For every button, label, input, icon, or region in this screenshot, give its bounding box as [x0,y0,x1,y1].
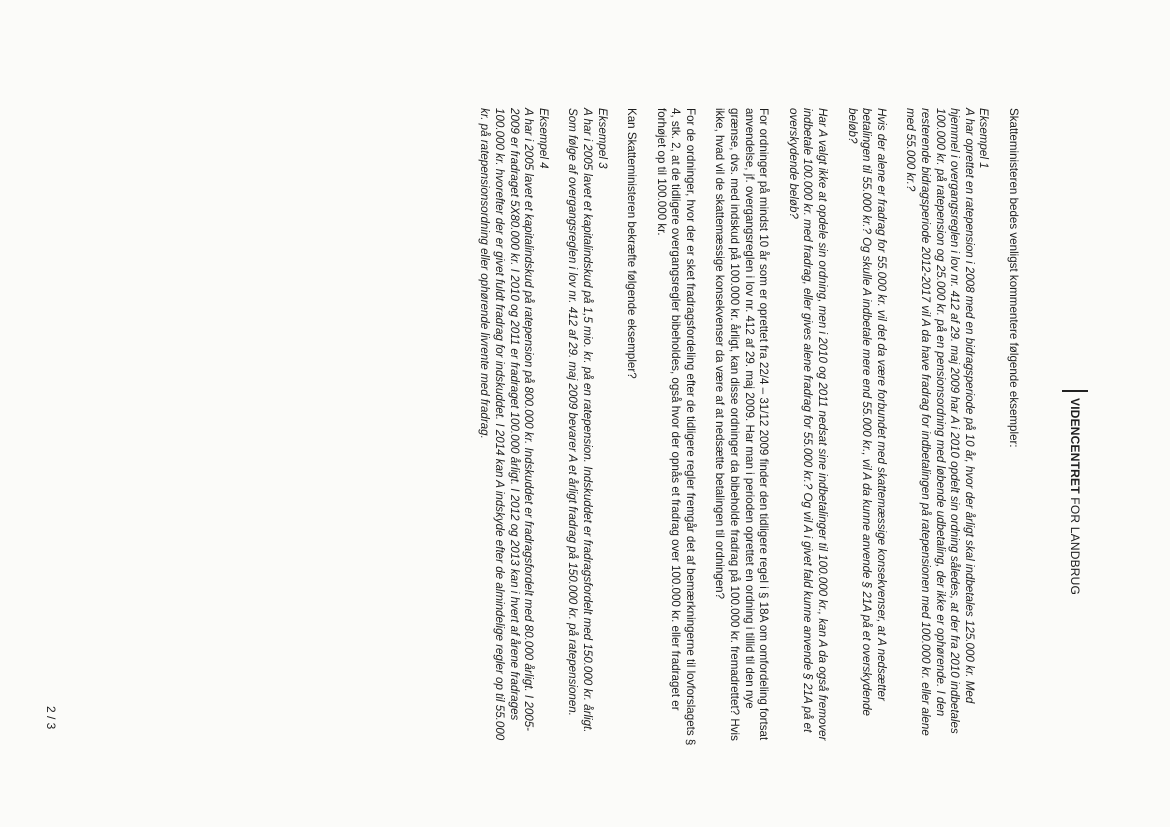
body-paragraph: A har oprettet en ratepension i 2008 med en bidragsperiode på 10 år, hvor der årligt skal indbetales 125.000 kr. Med hjemmel i overgangsreglen i lov nr. 412 af 29. maj 2009 har A i 2010 opdelt sin ordning således, at der fra 2010 indbetales 100.000 kr. på ratepension og 25.000 kr. på en pensionsordning med løbende udbetaling, der ikke er ophørende. I den resterende bidragsperiode 2012-2017 vil A da have fradrag for indbetalingen på ratepensionen med 100.000 kr. eller alene med 55.000 kr.? [904,108,976,736]
brand-name: VIDENCENTRET [1068,398,1082,494]
body-paragraph: Skatteministeren bedes venligst kommentere følgende eksempler: [1007,108,1020,448]
body-paragraph: For ordninger på mindst 10 år som er oprettet fra 22/4 – 31/12 2009 finder den tidligere regel i § 18A om omfordeling fortsat anvendelse, jf. overgangsreglen i lov nr. 412 af 29. maj 2009. Har man i perioden oprettet en ordning i tillid til den nye grænse, dvs. med indskud på 100.000 kr. årligt, kan disse ordninger da bibeholde fradrag på 100.000 kr. fremadrettet? Hvis ikke, hvad vil de skattemæssige konsekvenser da være af at nedsætte betalingen til ordningen? [713,108,771,741]
page-number: 2 / 3 [44,706,58,730]
body-paragraph: Hvis der alene er fradrag for 55.000 kr. vil det da være forbundet med skattemæssige konsekvenser, at A nedsætter betalingen til 55.000 kr.? Og skulle A indbetale mere end 55.000 kr., vil A da kunne anvende § 21A på et overskydende beløb? [845,108,888,716]
body-paragraph: A har i 2005 lavet et kapitalindskud på ratepension på 800.000 kr. Indskuddet er fradragsfordelt med 80.000 årligt. I 2005-2009 er fradraget 5X80.000 kr. I 2010 og 2011 er fradraget 100.000 årligt. I 2012 og 2013 kan i hvert af årene fradrages 100.000 kr. hvorefter der er givet fuldt fradrag for indskuddet. I 2014 kan A indskyde efter de almindelige regler op til 55.000 kr. på ratepensionsordning eller ophørende livrente med fradrag. [478,108,536,741]
body-paragraph: Kan Skatteministeren bekræfte følgende eksempler? [625,108,639,379]
example-heading: Eksempel 4 [536,108,550,169]
body-paragraph: Har A valgt ikke at opdele sin ordning, men i 2010 og 2011 nedsat sine indbetalinger til 100.000 kr., kan A da også fremover indbetale 100.000 kr. med fradrag, eller gives alene fradrag for 55.000 kr.? Og vil A i givet fald kunne anvende § 21A på et overskydende beløb? [786,108,830,741]
letterhead [1068,390,1082,595]
letterhead-divider [1062,390,1088,392]
document-body [462,108,1020,748]
body-paragraph: For de ordninger, hvor der er sket fradragsfordeling efter de tidligere regler fremgår det af bemærkningerne til lovforslagets § 4, stk. 2, at de tidligere overgangsregler bibeholdes, også hvor der opnås et fradrag over 100.000 kr. eller fradraget er forhøjet op til 100.000 kr. [654,108,697,746]
example-heading: Eksempel 3 [595,108,609,169]
body-paragraph: A har i 2005 lavet et kapitalindskud på 1,5 mio. kr. på en ratepension. Indskuddet er fradragsfordelt med 150.000 kr. årligt. Som følge af overgangsreglen i lov nr. 412 af 29. maj 2009 bevarer A et årligt fradrag på 150.000 kr. på ratepensionen. [566,108,594,733]
example-heading: Eksempel 1 [977,108,991,169]
brand-suffix: FOR LANDBRUG [1068,497,1082,596]
